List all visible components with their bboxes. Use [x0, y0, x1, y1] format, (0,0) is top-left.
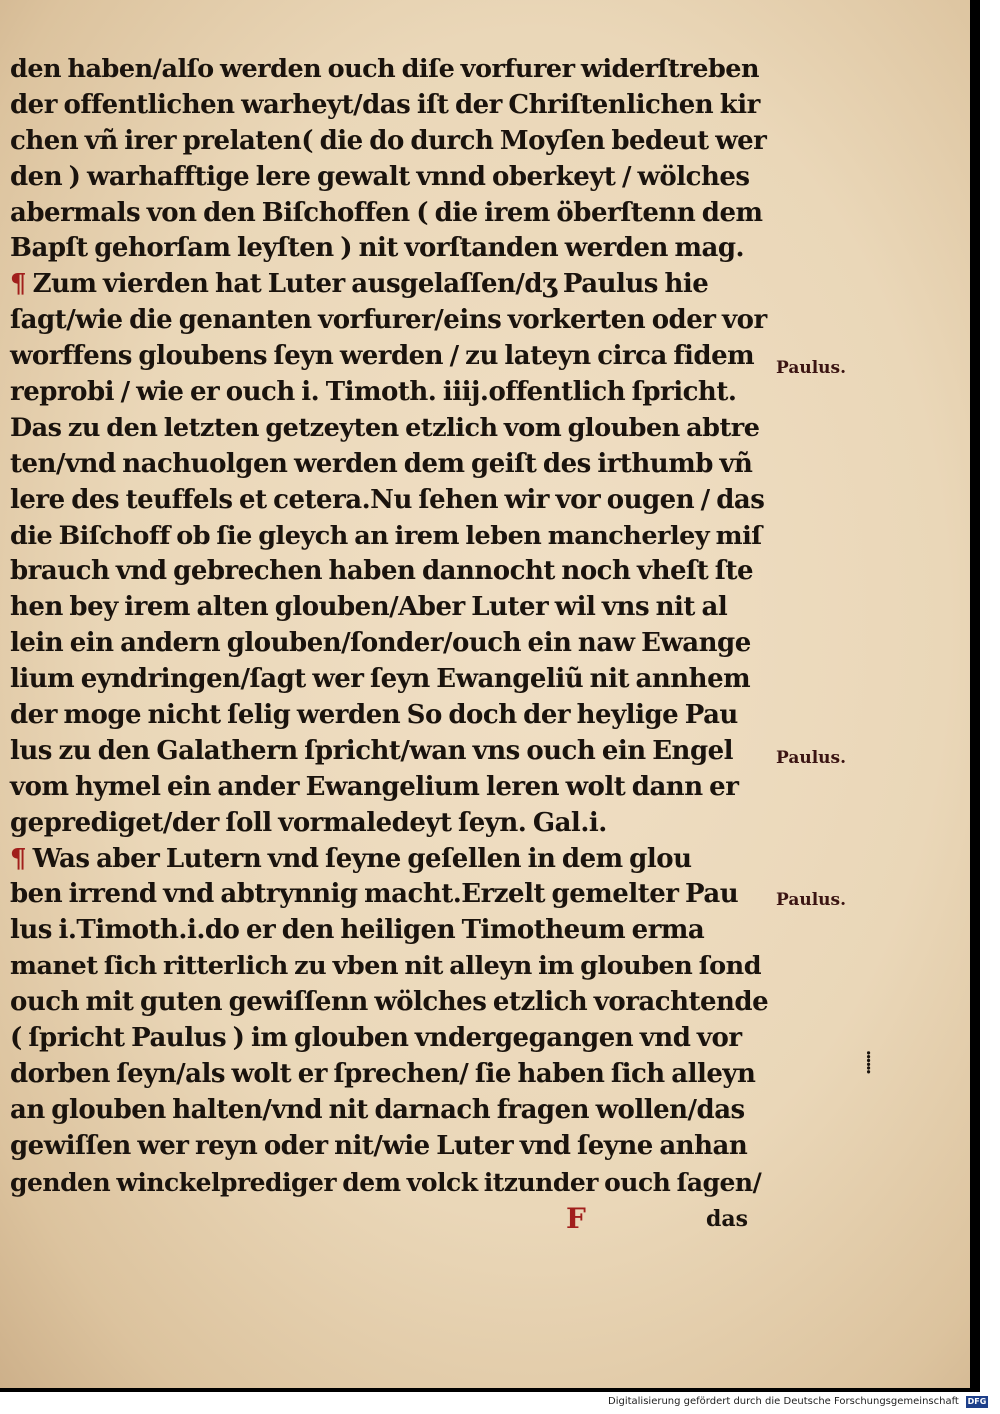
text-line: ( ſpricht Paulus ) im glouben vndergegangen vnd vor: [10, 1023, 742, 1054]
text-line: lus zu den Galathern ſpricht/wan vns ouch ein Engel: [10, 735, 734, 766]
text-line: Das zu den letzten getzeyten etzlich vom glouben abtre: [10, 412, 760, 443]
text-line: ¶ Zum vierden hat Luter ausgelaſſen/dʒ Paulus hie: [10, 269, 709, 300]
text-block: [10, 52, 770, 1201]
text-line: geprediget/der ſoll vormaledeyt ſeyn. Gal.i.: [10, 807, 607, 838]
margin-note: Paulus.: [776, 890, 847, 910]
text-line: worffens gloubens ſeyn werden / zu lateyn circa fidem: [10, 341, 755, 372]
text-line: ¶ Was aber Lutern vnd ſeyne geſellen in dem glou: [10, 843, 692, 874]
text-line: der moge nicht ſelig werden So doch der heylige Pau: [10, 700, 738, 731]
text-line: abermals von den Biſchoffen ( die irem öberſtenn dem: [10, 197, 763, 228]
pilcrow-mark: ¶: [10, 269, 27, 300]
margin-note: Paulus.: [776, 358, 847, 378]
signature-mark: F: [566, 1202, 586, 1235]
pilcrow-mark: ¶: [10, 843, 27, 874]
text-line: ſagt/wie die genanten vorfurer/eins vorkerten oder vor: [10, 305, 767, 336]
text-line: lus i.Timoth.i.do er den heiligen Timotheum erma: [10, 915, 705, 946]
text-line: reprobi / wie er ouch i. Timoth. iiij.offentlich ſpricht.: [10, 377, 737, 408]
text-line: brauch vnd gebrechen haben dannocht noch vheſt ſte: [10, 556, 753, 587]
digitization-credit: Digitalisierung gefördert durch die Deutsche Forschungsgemeinschaft: [608, 1396, 959, 1407]
text-line: Bapſt gehorſam leyſten ) nit vorſtanden werden mag.: [10, 233, 745, 264]
text-line: chen vñ irer prelaten( die do durch Moyſen bedeut wer: [10, 125, 767, 156]
text-line: genden winckelprediger dem volck itzunder ouch ſagen/: [10, 1167, 762, 1197]
margin-mark: ⸽: [866, 1050, 872, 1074]
dfg-logo: DFG: [967, 1397, 987, 1406]
text-line: ten/vnd nachuolgen werden dem geiſt des irthumb vñ: [10, 448, 753, 479]
text-line: den ) warhafftige lere gewalt vnnd oberkeyt / wölches: [10, 161, 750, 192]
text-line: ben irrend vnd abtrynnig macht.Erzelt gemelter Pau: [10, 879, 739, 910]
text-line: hen bey irem alten glouben/Aber Luter wil vns nit al: [10, 592, 728, 623]
catchword: das: [706, 1206, 749, 1232]
text-line: vom hymel ein ander Ewangelium leren wolt dann er: [10, 771, 739, 802]
text-line: die Biſchoff ob ſie gleych an irem leben mancherley miſ: [10, 520, 762, 551]
text-line: ouch mit guten gewiſſenn wölches etzlich vorachtende: [10, 987, 769, 1018]
text-line: der offentlichen warheyt/das iſt der Chriſtenlichen kir: [10, 89, 760, 120]
text-line: lein ein andern glouben/ſonder/ouch ein naw Ewange: [10, 628, 751, 659]
text-line: dorben ſeyn/als wolt er ſprechen/ ſie haben ſich alleyn: [10, 1058, 756, 1089]
text-line: gewiſſen wer reyn oder nit/wie Luter vnd ſeyne anhan: [10, 1130, 748, 1161]
text-line: manet ſich ritterlich zu vben nit alleyn im glouben ſond: [10, 951, 762, 982]
margin-note: Paulus.: [776, 748, 847, 768]
text-line: lere des teuffels et cetera.Nu ſehen wir vor ougen / das: [10, 484, 765, 515]
text-line: den haben/alſo werden ouch diſe vorfurer widerſtreben: [10, 54, 760, 84]
text-line: an glouben halten/vnd nit darnach fragen wollen/das: [10, 1094, 745, 1125]
text-line: lium eyndringen/ſagt wer ſeyn Ewangeliũ nit annhem: [10, 664, 751, 695]
